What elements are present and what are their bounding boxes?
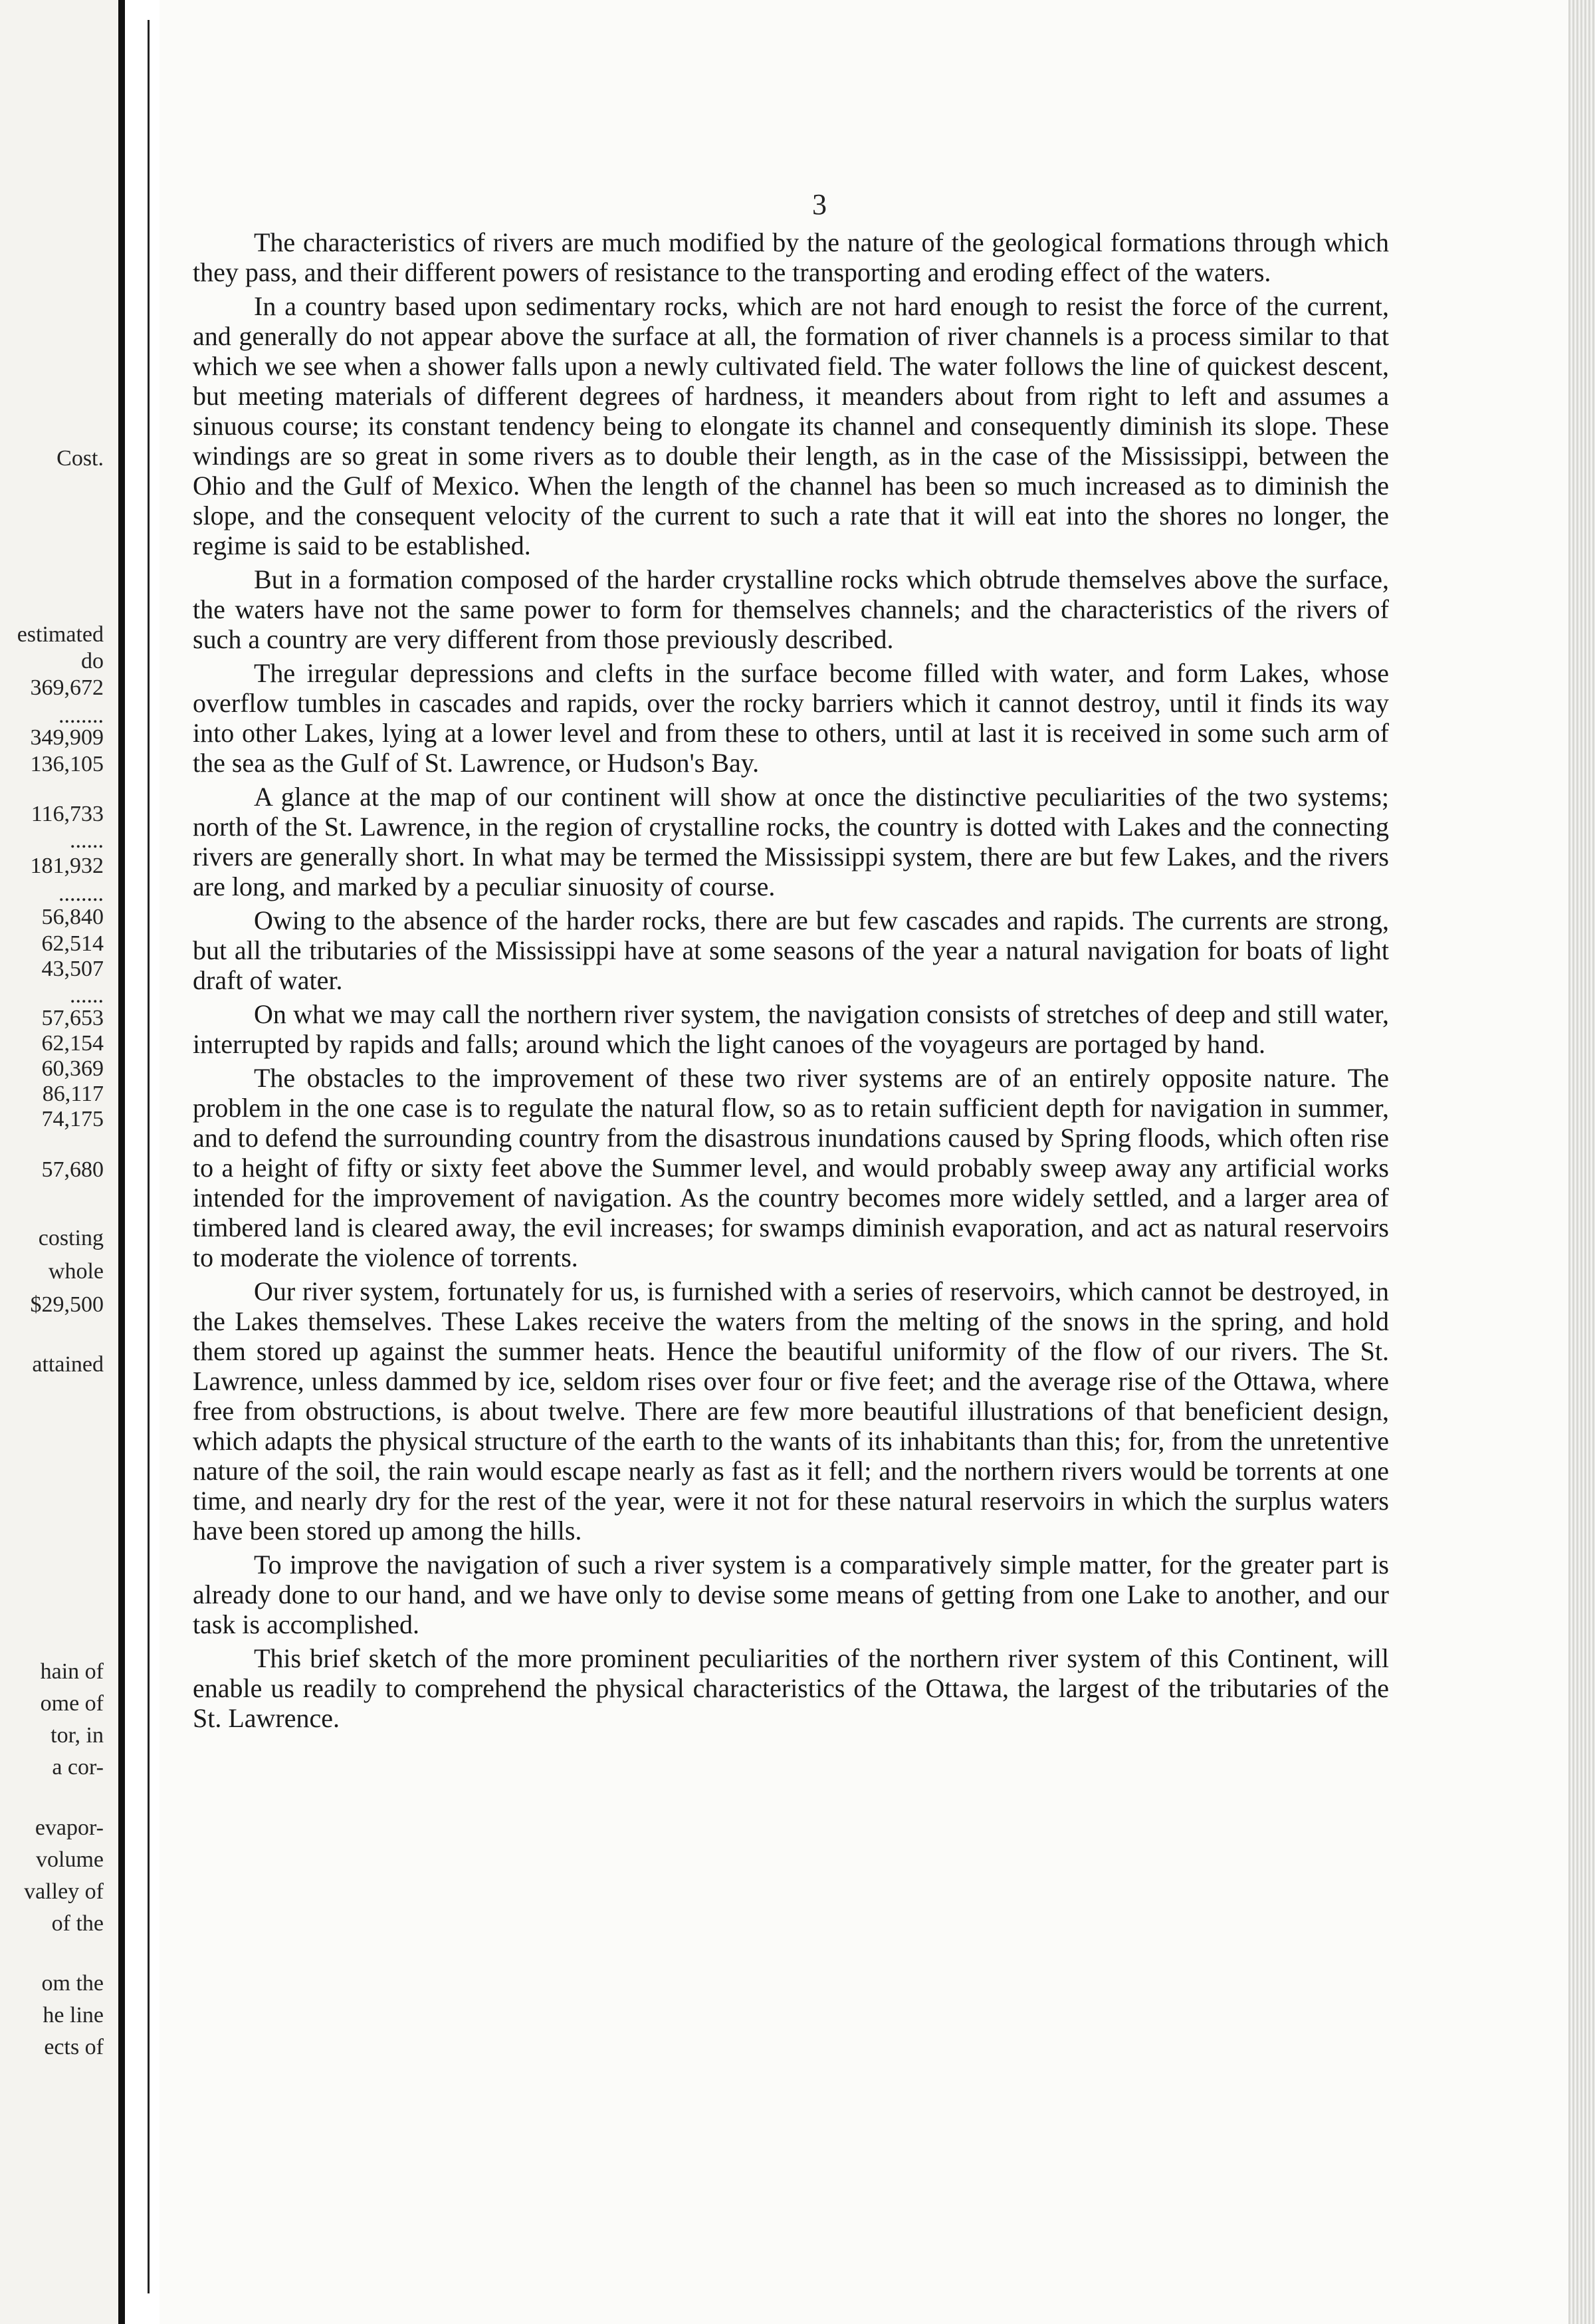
left-margin-fragment: 43,507 bbox=[41, 957, 104, 981]
paragraph: The irregular depressions and clefts in the surface become filled with water, and form Lakes, whose overflow tumbles in cascades and rapids, over the rocky barriers which it cannot destroy, until it finds its way into other Lakes, lying at a lower level and from these to others, until at last it is received in some such arm of the sea as the Gulf of St. Lawrence, or Hudson's Bay. bbox=[193, 658, 1389, 778]
left-margin-fragment: do bbox=[81, 649, 104, 673]
gutter-binding-line bbox=[148, 20, 150, 2293]
left-margin-fragment: ome of bbox=[40, 1691, 104, 1716]
left-margin-fragment: 116,733 bbox=[31, 802, 104, 826]
left-margin-fragment: 181,932 bbox=[30, 854, 104, 878]
left-margin-fragment: whole bbox=[48, 1259, 104, 1284]
left-margin-fragment: Cost. bbox=[56, 446, 104, 471]
left-page-fragment bbox=[0, 0, 118, 2324]
left-margin-fragment: 136,105 bbox=[30, 752, 104, 776]
left-margin-fragment: attained bbox=[32, 1352, 104, 1377]
left-margin-fragment: volume bbox=[36, 1847, 104, 1872]
left-margin-fragment: ects of bbox=[44, 2035, 104, 2059]
left-margin-fragment: 56,840 bbox=[41, 905, 104, 929]
left-margin-fragment: ........ bbox=[58, 881, 104, 906]
left-margin-fragment: evapor- bbox=[35, 1815, 104, 1840]
left-margin-fragment: $29,500 bbox=[30, 1292, 104, 1317]
paragraph: On what we may call the northern river system, the navigation consists of stretches of deep and still water, interrupted by rapids and falls; around which the light canoes of the voyageurs are portaged by hand. bbox=[193, 999, 1389, 1059]
left-margin-fragment: 86,117 bbox=[42, 1082, 104, 1106]
left-margin-fragment: ...... bbox=[70, 828, 104, 853]
paragraph: But in a formation composed of the harder crystalline rocks which obtrude themselves above the surface, the waters have not the same power to form for themselves channels; and the characteristics of the rivers of such a country are very different from those previously described. bbox=[193, 564, 1389, 654]
paragraph: To improve the navigation of such a river system is a comparatively simple matter, for the greater part is already done to our hand, and we have only to devise some means of getting from one Lake to another, and our task is accomplished. bbox=[193, 1550, 1389, 1639]
paragraph: This brief sketch of the more prominent peculiarities of the northern river system of this Continent, will enable us readily to comprehend the physical characteristics of the Ottawa, the largest of the tributaries of the St. Lawrence. bbox=[193, 1643, 1389, 1733]
body-text bbox=[193, 227, 1389, 1737]
stacked-page-edges bbox=[1568, 0, 1595, 2324]
left-margin-fragment: 62,154 bbox=[41, 1031, 104, 1056]
left-margin-fragment: 57,653 bbox=[41, 1006, 104, 1030]
left-margin-fragment: 60,369 bbox=[41, 1056, 104, 1081]
left-margin-fragment: he line bbox=[43, 2003, 104, 2028]
left-margin-fragment: om the bbox=[41, 1971, 104, 1996]
left-margin-fragment: a cor- bbox=[52, 1755, 104, 1780]
left-margin-fragment: 349,909 bbox=[30, 725, 104, 750]
left-margin-fragment: ........ bbox=[58, 703, 104, 728]
paragraph: The obstacles to the improvement of these two river systems are of an entirely opposite nature. The problem in the one case is to regulate the natural flow, so as to retain sufficient depth for navigation in summer, and to defend the surrounding country from the disastrous inundations caused by Spring floods, which often rise to a height of fifty or sixty feet above the Summer level, and would probably sweep away any artificial works intended for the improvement of navigation. As the country becomes more widely settled, and a larger area of timbered land is cleared away, the evil increases; for swamps diminish evaporation, and act as natural reservoirs to moderate the violence of torrents. bbox=[193, 1063, 1389, 1272]
left-margin-fragment: 57,680 bbox=[41, 1157, 104, 1182]
left-margin-fragment: 369,672 bbox=[30, 675, 104, 700]
paragraph: In a country based upon sedimentary rocks, which are not hard enough to resist the force of the current, and generally do not appear above the surface at all, the formation of river channels is a process similar to that which we see when a shower falls upon a newly cultivated field. The water follows the line of quickest descent, but meeting materials of different degrees of hardness, it meanders about from right to left and assumes a sinuous course; its constant tendency being to elongate its channel and consequently diminish its slope. These windings are so great in some rivers as to double their length, as in the case of the Mississippi, between the Ohio and the Gulf of Mexico. When the length of the channel has been so much increased as to diminish the slope, and the consequent velocity of the current to such a rate that it will eat into the shores no longer, the regime is said to be established. bbox=[193, 291, 1389, 560]
left-margin-fragment: 74,175 bbox=[41, 1107, 104, 1131]
paragraph: The characteristics of rivers are much modified by the nature of the geological formations through which they pass, and their different powers of resistance to the transporting and eroding effect of the waters. bbox=[193, 227, 1389, 287]
paragraph: A glance at the map of our continent will show at once the distinctive peculiarities of the two systems; north of the St. Lawrence, in the region of crystalline rocks, the country is dotted with Lakes and the connecting rivers are generally short. In what may be termed the Mississippi system, there are but few Lakes, and the rivers are long, and marked by a peculiar sinuosity of course. bbox=[193, 782, 1389, 901]
paragraph: Owing to the absence of the harder rocks, there are but few cascades and rapids. The currents are strong, but all the tributaries of the Mississippi have at some seasons of the year a natural navigation for boats of light draft of water. bbox=[193, 905, 1389, 995]
left-margin-fragment: 62,514 bbox=[41, 931, 104, 956]
left-margin-fragment: tor, in bbox=[51, 1723, 104, 1748]
paragraph: Our river system, fortunately for us, is furnished with a series of reservoirs, which cannot be destroyed, in the Lakes themselves. These Lakes receive the waters from the melting of the snows in the spring, and hold them stored up against the summer heats. Hence the beautiful uniformity of the flow of our rivers. The St. Lawrence, unless dammed by ice, seldom rises over four or five feet; and the average rise of the Ottawa, where free from obstructions, is about twelve. There are few more beautiful illustrations of that beneficient design, which adapts the physical structure of the earth to the wants of its inhabitants than this; for, from the unretentive nature of the soil, the rain would escape nearly as fast as it fell; and the northern rivers would be torrents at one time, and nearly dry for the rest of the year, were it not for these natural reservoirs in which the surplus waters have been stored up among the hills. bbox=[193, 1276, 1389, 1546]
left-margin-fragment: of the bbox=[51, 1911, 104, 1936]
left-margin-fragment: estimated bbox=[17, 622, 104, 647]
left-margin-fragment: ...... bbox=[70, 983, 104, 1008]
left-margin-fragment: costing bbox=[38, 1226, 104, 1250]
page-number: 3 bbox=[812, 188, 827, 221]
left-margin-fragment: hain of bbox=[40, 1659, 104, 1684]
left-margin-fragment: valley of bbox=[24, 1879, 104, 1904]
page-gutter bbox=[125, 0, 160, 2324]
left-page-edge bbox=[118, 0, 125, 2324]
